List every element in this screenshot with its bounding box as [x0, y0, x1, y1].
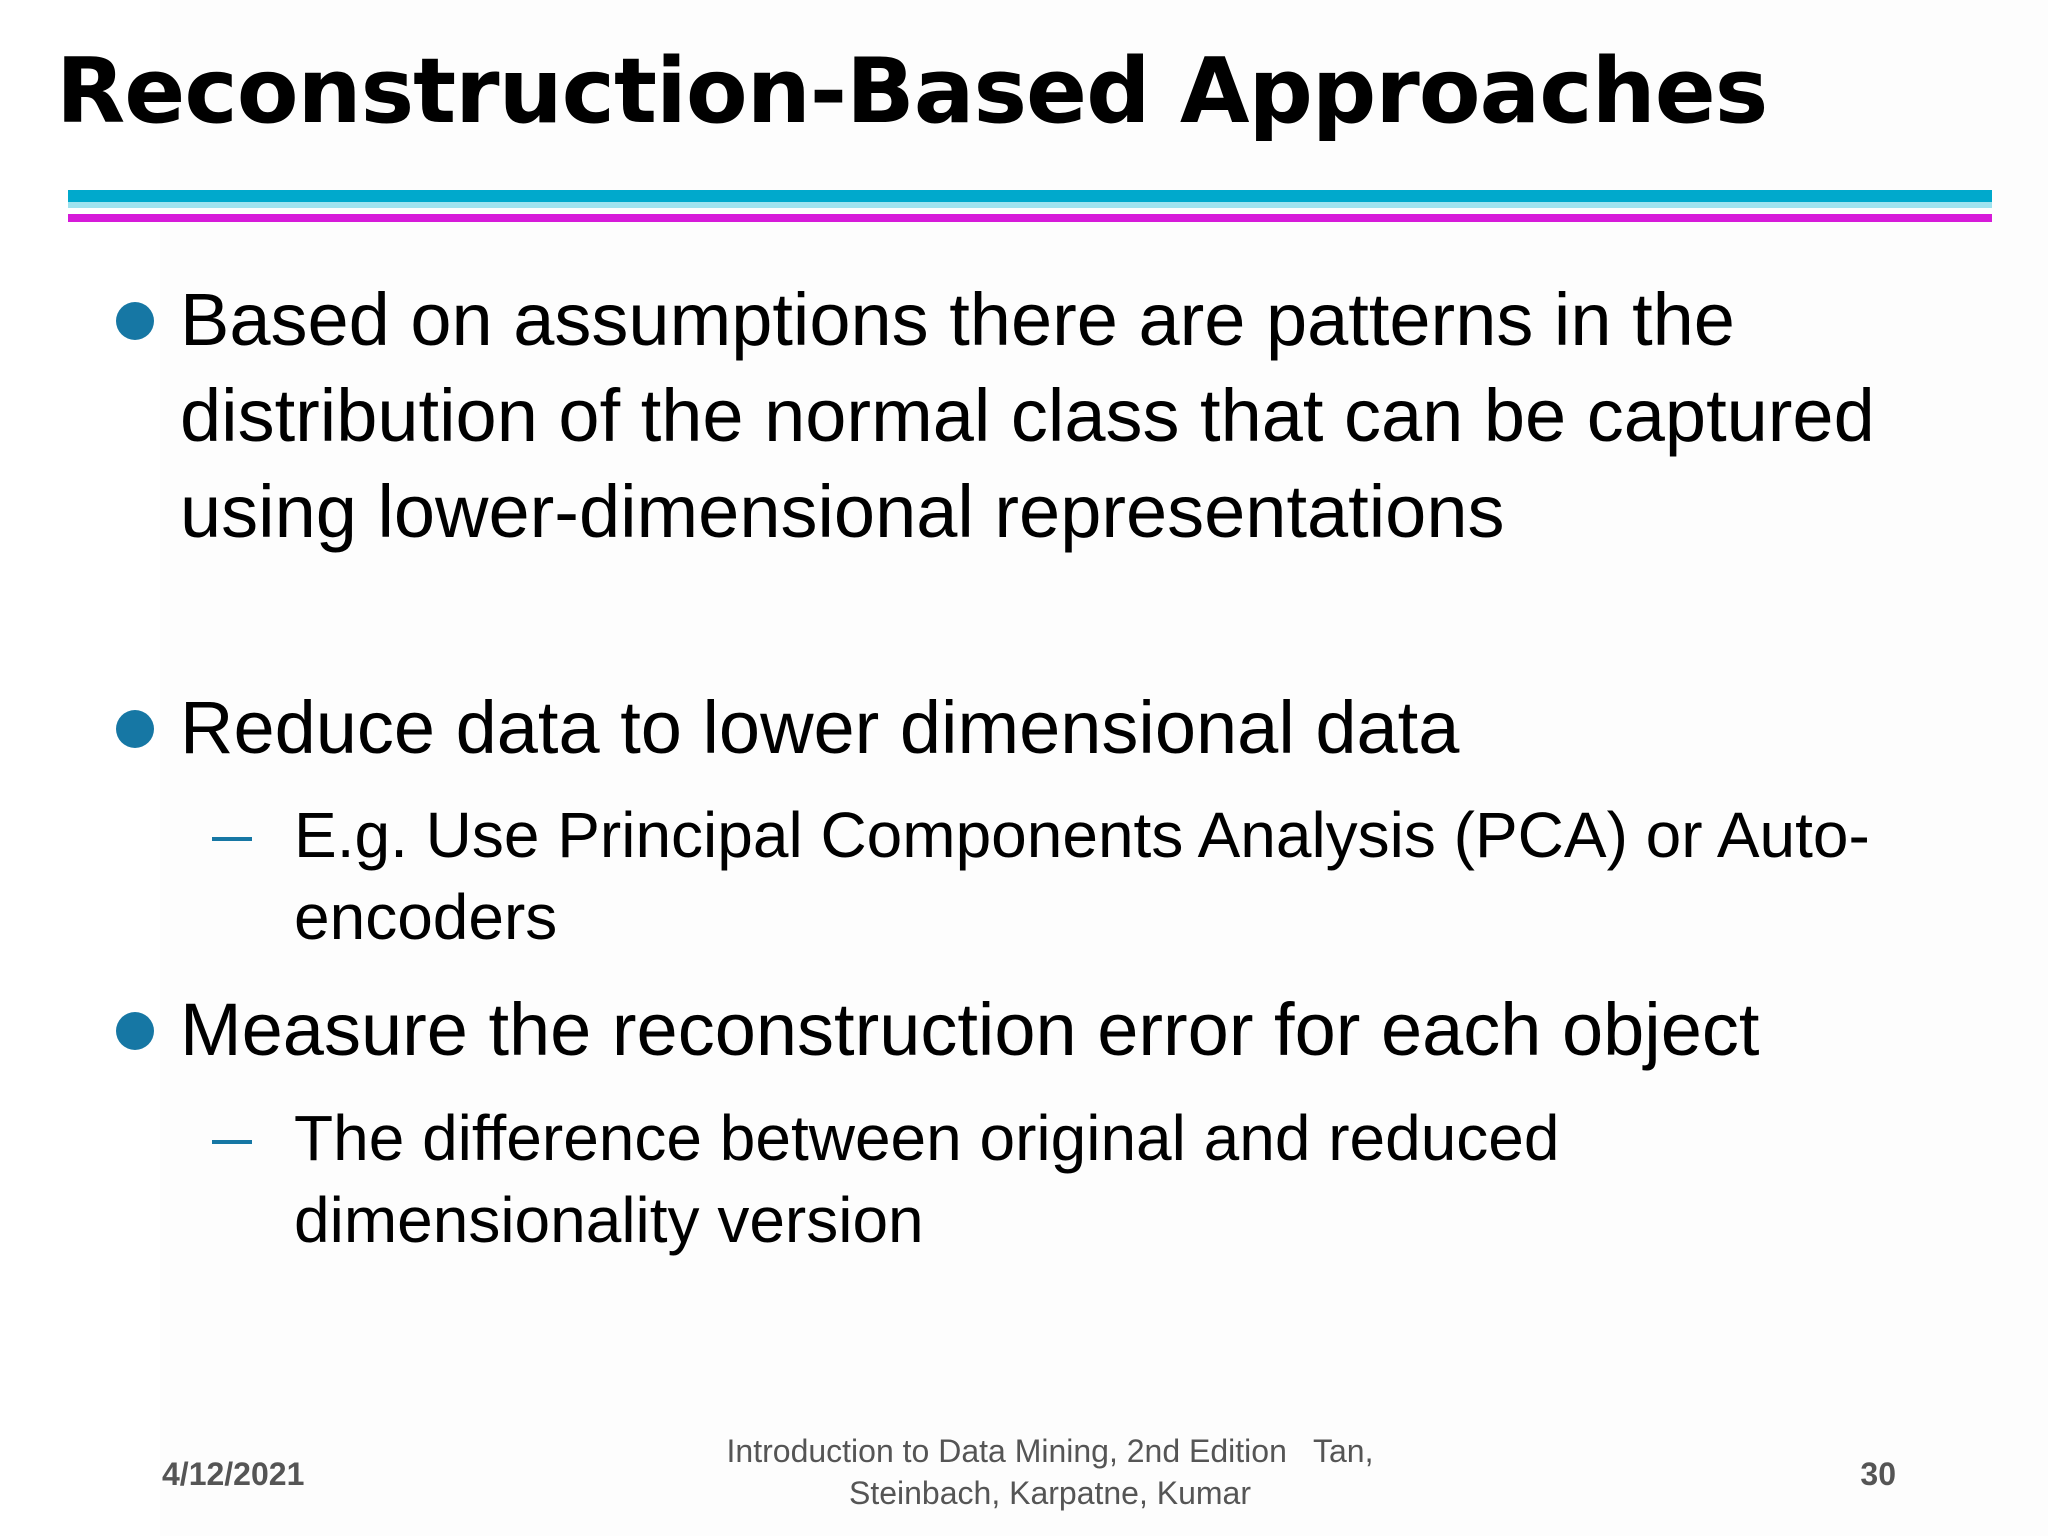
sub-bullet-3-1: The difference between original and reduced dimensionality version [294, 1102, 1560, 1256]
bullet-dot-icon [116, 302, 154, 340]
footer-citation [660, 1430, 1440, 1514]
footer-date: 4/12/2021 [162, 1456, 305, 1492]
sub-bullet-dash-icon [212, 1140, 252, 1144]
page-number: 30 [1860, 1456, 1896, 1492]
bullet-1: Based on assumptions there are patterns in the distribution of the normal class that can be captured using lower-dimensional representations [180, 278, 1875, 553]
bullet-dot-icon [116, 1012, 154, 1050]
slide-title: Reconstruction-Based Approaches [56, 39, 1768, 144]
bullet-dot-icon [116, 710, 154, 748]
footer-citation-line-1: Introduction to Data Mining, 2nd Edition Tan, [726, 1433, 1374, 1469]
bullet-2: Reduce data to lower dimensional data [180, 686, 1460, 769]
bullet-3: Measure the reconstruction error for each object [180, 988, 1760, 1071]
footer-citation-line-2: Steinbach, Karpatne, Kumar [848, 1475, 1251, 1511]
sub-bullet-2-1: E.g. Use Principal Components Analysis (PCA) or Auto-encoders [294, 799, 1870, 953]
sub-bullet-dash-icon [212, 837, 252, 841]
